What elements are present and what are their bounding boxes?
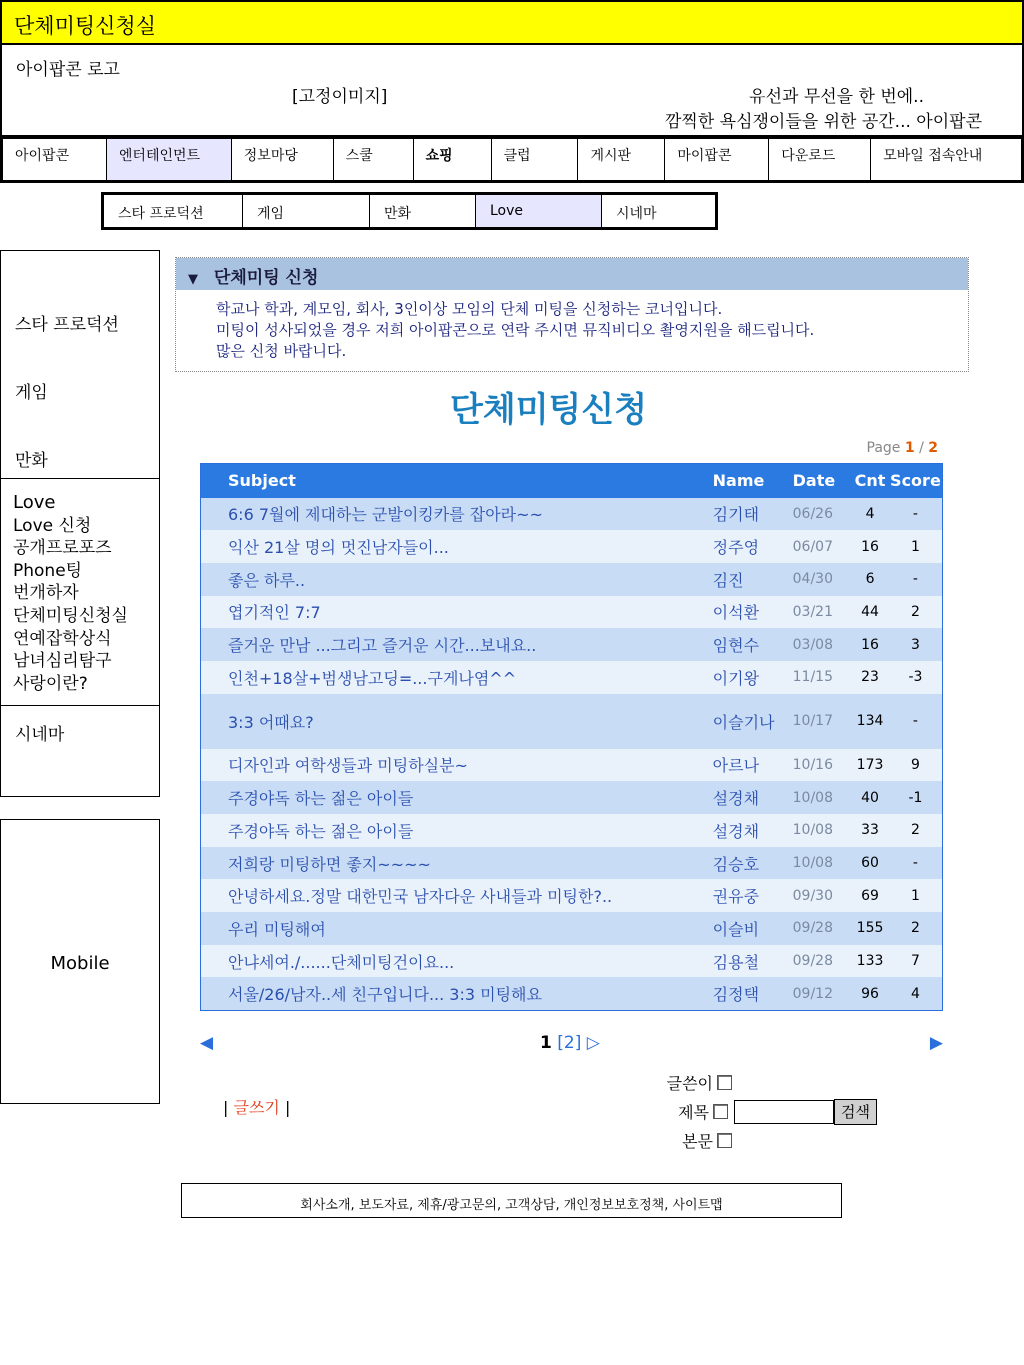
sidebar-item-cinema[interactable]: 시네마 xyxy=(15,725,65,745)
row-subject-link[interactable]: 주경야독 하는 젊은 아이들 xyxy=(201,781,703,814)
row-date: 09/12 xyxy=(793,977,852,1010)
sidebar-subitem-what-is-love[interactable]: 사랑이란? xyxy=(13,673,88,694)
mobile-label: Mobile xyxy=(50,953,110,974)
row-date: 03/21 xyxy=(793,596,852,629)
row-date: 10/16 xyxy=(793,749,852,782)
search-area xyxy=(650,1068,882,1155)
sidebar-subitem-flash-meet[interactable]: 번개하자 xyxy=(13,583,79,604)
row-subject-link[interactable]: 주경야독 하는 젊은 아이들 xyxy=(201,814,703,847)
page-current: 1 xyxy=(904,440,915,456)
row-name: 아르나 xyxy=(703,749,793,782)
table-row[interactable] xyxy=(201,563,943,596)
sub-nav xyxy=(101,192,718,230)
row-score: 7 xyxy=(889,945,943,978)
search-title-label: 제목 xyxy=(678,1103,709,1122)
row-score: - xyxy=(889,847,943,880)
chevron-down-icon: ▼ xyxy=(188,272,198,287)
row-subject-link[interactable]: 익산 21살 명의 멋진남자들이... xyxy=(201,530,703,563)
row-subject-link[interactable]: 저희랑 미팅하면 좋지~~~~ xyxy=(201,847,703,880)
table-row[interactable] xyxy=(201,596,943,629)
row-subject-link[interactable]: 3:3 어때요? xyxy=(201,694,703,749)
row-score: 1 xyxy=(889,530,943,563)
board-title: 단체미팅신청 xyxy=(450,390,648,430)
next-page-small-icon[interactable]: ▷ xyxy=(586,1033,600,1053)
row-date: 03/08 xyxy=(793,628,852,661)
page-total: 2 xyxy=(928,440,938,456)
row-date: 04/30 xyxy=(793,563,852,596)
header xyxy=(0,45,1024,137)
search-title-checkbox[interactable] xyxy=(713,1104,728,1119)
page-titlebar xyxy=(0,0,1024,45)
row-date: 10/08 xyxy=(793,847,852,880)
row-name: 권유중 xyxy=(703,879,793,912)
row-date: 09/30 xyxy=(793,879,852,912)
row-count: 96 xyxy=(851,977,889,1010)
row-name: 김기태 xyxy=(703,498,793,531)
row-subject-link[interactable]: 우리 미팅해여 xyxy=(201,912,703,945)
row-subject-link[interactable]: 6:6 7월에 제대하는 군발이킹카를 잡아라~~ xyxy=(201,498,703,531)
subnav-item-love[interactable]: Love xyxy=(476,195,602,227)
row-score: - xyxy=(889,498,943,531)
row-date: 10/08 xyxy=(793,814,852,847)
header-score: Score xyxy=(889,464,943,498)
table-row[interactable] xyxy=(201,781,943,814)
row-subject-link[interactable]: 즐거운 만남 ...그리고 즐거운 시간...보내요.. xyxy=(201,628,703,661)
row-subject-link[interactable]: 안녕하세요.정말 대한민국 남자다운 사내들과 미팅한?.. xyxy=(201,879,703,912)
nav-item-ipopcorn[interactable]: 아이팝콘 xyxy=(3,139,107,180)
row-count: 60 xyxy=(851,847,889,880)
table-row[interactable] xyxy=(201,530,943,563)
row-count: 23 xyxy=(851,661,889,694)
search-author-checkbox[interactable] xyxy=(717,1075,732,1090)
main-nav xyxy=(0,137,1024,183)
intro-text xyxy=(176,290,968,371)
nav-item-club[interactable]: 클럽 xyxy=(492,139,579,180)
table-header-row xyxy=(201,464,943,498)
logo-placeholder[interactable]: 아이팝콘 로고 xyxy=(16,60,120,80)
row-name: 김용철 xyxy=(703,945,793,978)
header-subject: Subject xyxy=(201,464,703,498)
row-score: 4 xyxy=(889,977,943,1010)
subnav-item-game[interactable]: 게임 xyxy=(243,195,370,227)
subnav-item-comic[interactable]: 만화 xyxy=(370,195,476,227)
slogan-line-1: 유선과 무선을 한 번에.. xyxy=(749,87,924,107)
row-count: 134 xyxy=(851,694,889,749)
row-date: 11/15 xyxy=(793,661,852,694)
header-date: Date xyxy=(793,464,852,498)
header-cnt: Cnt xyxy=(851,464,889,498)
row-date: 09/28 xyxy=(793,945,852,978)
nav-item-mypopcorn[interactable]: 마이팝콘 xyxy=(665,139,769,180)
page-sep: / xyxy=(919,440,924,456)
row-name: 임현수 xyxy=(703,628,793,661)
sidebar-subitem-love-apply[interactable]: Love 신청 xyxy=(13,515,92,536)
intro-line-2: 미팅이 성사되었을 경우 저희 아이팝콘으로 연락 주시면 뮤직비디오 촬영지원을 해드립니다. xyxy=(216,321,815,339)
sidebar-subitem-public-propose[interactable]: 공개프로포즈 xyxy=(13,538,112,559)
row-score: -1 xyxy=(889,781,943,814)
row-score: 2 xyxy=(889,596,943,629)
row-subject-link[interactable]: 안냐세여./......단체미팅건이요... xyxy=(201,945,703,978)
row-date: 06/26 xyxy=(793,498,852,531)
row-subject-link[interactable]: 서울/26/남자..세 친구입니다... 3:3 미팅해요 xyxy=(201,977,703,1010)
row-name: 김정택 xyxy=(703,977,793,1010)
row-subject-link[interactable]: 엽기적인 7:7 xyxy=(201,596,703,629)
row-name: 이슬비 xyxy=(703,912,793,945)
board-table xyxy=(200,463,943,1011)
row-subject-link[interactable]: 디자인과 여학생들과 미팅하실분~ xyxy=(201,749,703,782)
row-count: 133 xyxy=(851,945,889,978)
row-count: 16 xyxy=(851,530,889,563)
table-row[interactable] xyxy=(201,912,943,945)
subnav-item-star[interactable]: 스타 프로덕션 xyxy=(104,195,243,227)
page-number-2[interactable]: [2] xyxy=(557,1033,582,1053)
nav-item-entertainment[interactable]: 엔터테인먼트 xyxy=(107,139,232,180)
subnav-item-cinema[interactable]: 시네마 xyxy=(616,206,657,222)
fixed-image-placeholder: [고정이미지] xyxy=(292,87,388,107)
row-date: 10/08 xyxy=(793,781,852,814)
row-name: 김진 xyxy=(703,563,793,596)
write-area xyxy=(223,1095,290,1118)
row-score: 9 xyxy=(889,749,943,782)
row-name: 이슬기나 xyxy=(703,694,793,749)
row-name: 이기왕 xyxy=(703,661,793,694)
row-subject-link[interactable]: 좋은 하루.. xyxy=(201,563,703,596)
row-score: 2 xyxy=(889,912,943,945)
pagination xyxy=(200,1031,943,1057)
row-count: 4 xyxy=(851,498,889,531)
row-name: 김승호 xyxy=(703,847,793,880)
row-name: 설경채 xyxy=(703,781,793,814)
nav-item-mobile-guide[interactable]: 모바일 접속안내 xyxy=(883,148,983,164)
search-body-checkbox[interactable] xyxy=(717,1133,732,1148)
write-bar-right: | xyxy=(284,1098,291,1117)
table-row[interactable] xyxy=(201,879,943,912)
row-count: 33 xyxy=(851,814,889,847)
table-row[interactable] xyxy=(201,977,943,1010)
page-label: Page xyxy=(866,440,901,456)
intro-box xyxy=(175,257,969,372)
header-name: Name xyxy=(703,464,793,498)
prev-page-arrow-icon[interactable]: ◀ xyxy=(200,1033,214,1053)
page-indicator xyxy=(867,440,938,456)
table-row[interactable] xyxy=(201,814,943,847)
sidebar-love-section xyxy=(0,478,160,706)
row-name: 설경채 xyxy=(703,814,793,847)
row-subject-link[interactable]: 인천+18살+범생남고딩=...구게나염^^ xyxy=(201,661,703,694)
search-body-label: 본문 xyxy=(682,1132,713,1151)
row-name: 정주영 xyxy=(703,530,793,563)
row-name: 이석환 xyxy=(703,596,793,629)
nav-item-shopping[interactable]: 쇼핑 xyxy=(414,139,492,180)
row-score: 1 xyxy=(889,879,943,912)
write-bar-left: | xyxy=(223,1098,229,1117)
table-row[interactable] xyxy=(201,945,943,978)
sidebar-item-game[interactable]: 게임 xyxy=(15,383,48,403)
search-button[interactable]: 검색 xyxy=(834,1099,877,1125)
page-numbers xyxy=(540,1033,600,1053)
row-score: - xyxy=(889,694,943,749)
row-date: 06/07 xyxy=(793,530,852,563)
table-row[interactable] xyxy=(201,498,943,531)
sidebar-item-comic[interactable]: 만화 xyxy=(15,451,48,471)
sidebar-subitem-psychology[interactable]: 남녀심리탐구 xyxy=(13,651,112,672)
sidebar-item-love[interactable]: Love xyxy=(13,492,56,513)
sidebar-subitem-ent-trivia[interactable]: 연예잡학상식 xyxy=(13,628,112,649)
next-page-arrow-icon[interactable]: ▶ xyxy=(929,1033,943,1053)
intro-line-3: 많은 신청 바랍니다. xyxy=(216,342,347,360)
row-score: 2 xyxy=(889,814,943,847)
nav-item-board[interactable]: 게시판 xyxy=(578,139,665,180)
table-row[interactable] xyxy=(201,749,943,782)
intro-heading-bar xyxy=(176,258,968,290)
row-score: 3 xyxy=(889,628,943,661)
sidebar-subitem-group-meeting[interactable]: 단체미팅신청실 xyxy=(13,605,128,626)
table-row[interactable] xyxy=(201,847,943,880)
row-count: 44 xyxy=(851,596,889,629)
intro-line-1: 학교나 학과, 계모임, 회사, 3인이상 모임의 단체 미팅을 신청하는 코너입니다. xyxy=(216,300,723,318)
sidebar-subitem-phone-ting[interactable]: Phone팅 xyxy=(13,560,83,581)
nav-item-info[interactable]: 정보마당 xyxy=(232,139,334,180)
nav-item-download[interactable]: 다운로드 xyxy=(769,139,871,180)
page-number-current: 1 xyxy=(540,1033,552,1053)
write-link[interactable]: 글쓰기 xyxy=(233,1098,280,1117)
row-count: 16 xyxy=(851,628,889,661)
row-score: - xyxy=(889,563,943,596)
search-author-label: 글쓴이 xyxy=(666,1074,713,1093)
footer-links[interactable] xyxy=(181,1183,842,1218)
sidebar xyxy=(0,250,160,797)
table-row[interactable] xyxy=(201,628,943,661)
nav-item-school[interactable]: 스쿨 xyxy=(334,139,414,180)
table-row[interactable] xyxy=(201,661,943,694)
row-count: 155 xyxy=(851,912,889,945)
sidebar-item-star[interactable]: 스타 프로덕션 xyxy=(15,315,119,335)
slogan-line-2: 깜찍한 욕심쟁이들을 위한 공간... 아이팝콘 xyxy=(664,112,982,132)
row-score: -3 xyxy=(889,661,943,694)
row-count: 6 xyxy=(851,563,889,596)
mobile-box[interactable] xyxy=(0,819,160,1104)
search-input[interactable] xyxy=(734,1100,834,1124)
row-count: 40 xyxy=(851,781,889,814)
row-count: 69 xyxy=(851,879,889,912)
row-count: 173 xyxy=(851,749,889,782)
row-date: 09/28 xyxy=(793,912,852,945)
row-date: 10/17 xyxy=(793,694,852,749)
table-row[interactable] xyxy=(201,694,943,749)
footer-text[interactable]: 회사소개, 보도자료, 제휴/광고문의, 고객상담, 개인정보보호정책, 사이트맵 xyxy=(300,1198,723,1213)
intro-heading: 단체미팅 신청 xyxy=(213,268,319,288)
page-title: 단체미팅신청실 xyxy=(14,14,157,38)
